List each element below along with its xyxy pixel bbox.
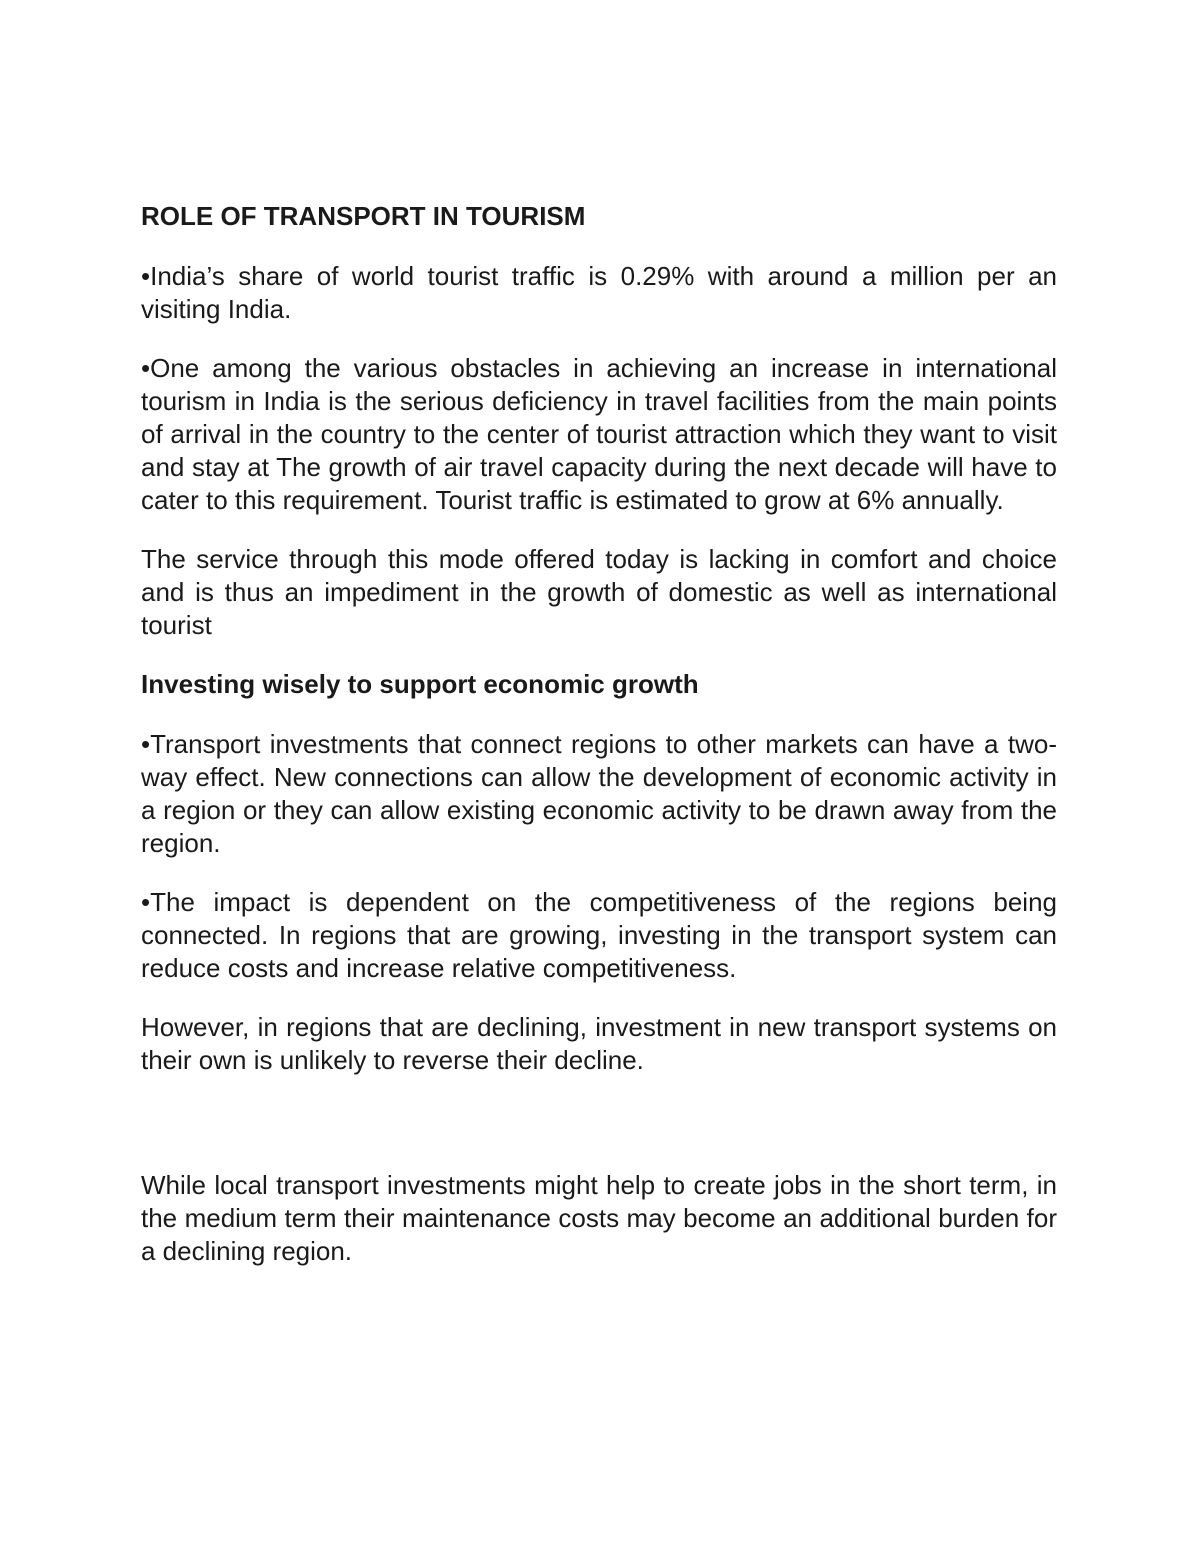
section-heading-investing: Investing wisely to support economic growth — [141, 669, 699, 699]
paragraph-transport-investments: •Transport investments that connect regions to other markets can have a two-way effect. New connections can allow the development of economic activity in a region or they can allow existing economic activity to be drawn away from the region. — [141, 729, 1057, 858]
paragraph-impact: •The impact is dependent on the competitiveness of the regions being connected. In regions that are growing, investing in the transport system can reduce costs and increase relative competitiveness. — [141, 887, 1057, 983]
paragraph-obstacles: •One among the various obstacles in achieving an increase in international tourism in India is the serious deficiency in travel facilities from the main points of arrival in the country to the center of tourist attraction which they want to visit and stay at The growth of air travel capacity during the next decade will have to cater to this requirement. Tourist traffic is estimated to grow at 6% annually. — [141, 353, 1057, 515]
document-title: ROLE OF TRANSPORT IN TOURISM — [141, 201, 586, 231]
paragraph-india-share: •India’s share of world tourist traffic is 0.29% with around a million per an visiting India. — [141, 261, 1057, 324]
paragraph-local-investments: While local transport investments might help to create jobs in the short term, in the medium term their maintenance costs may become an additional burden for a declining region. — [141, 1170, 1057, 1266]
blank-spacer — [141, 1103, 1057, 1169]
paragraph-declining-regions: However, in regions that are declining, investment in new transport systems on their own is unlikely to reverse their decline. — [141, 1012, 1057, 1075]
paragraph-service-mode: The service through this mode offered today is lacking in comfort and choice and is thus an impediment in the growth of domestic as well as international tourist — [141, 544, 1057, 640]
document-body — [141, 200, 1057, 1294]
